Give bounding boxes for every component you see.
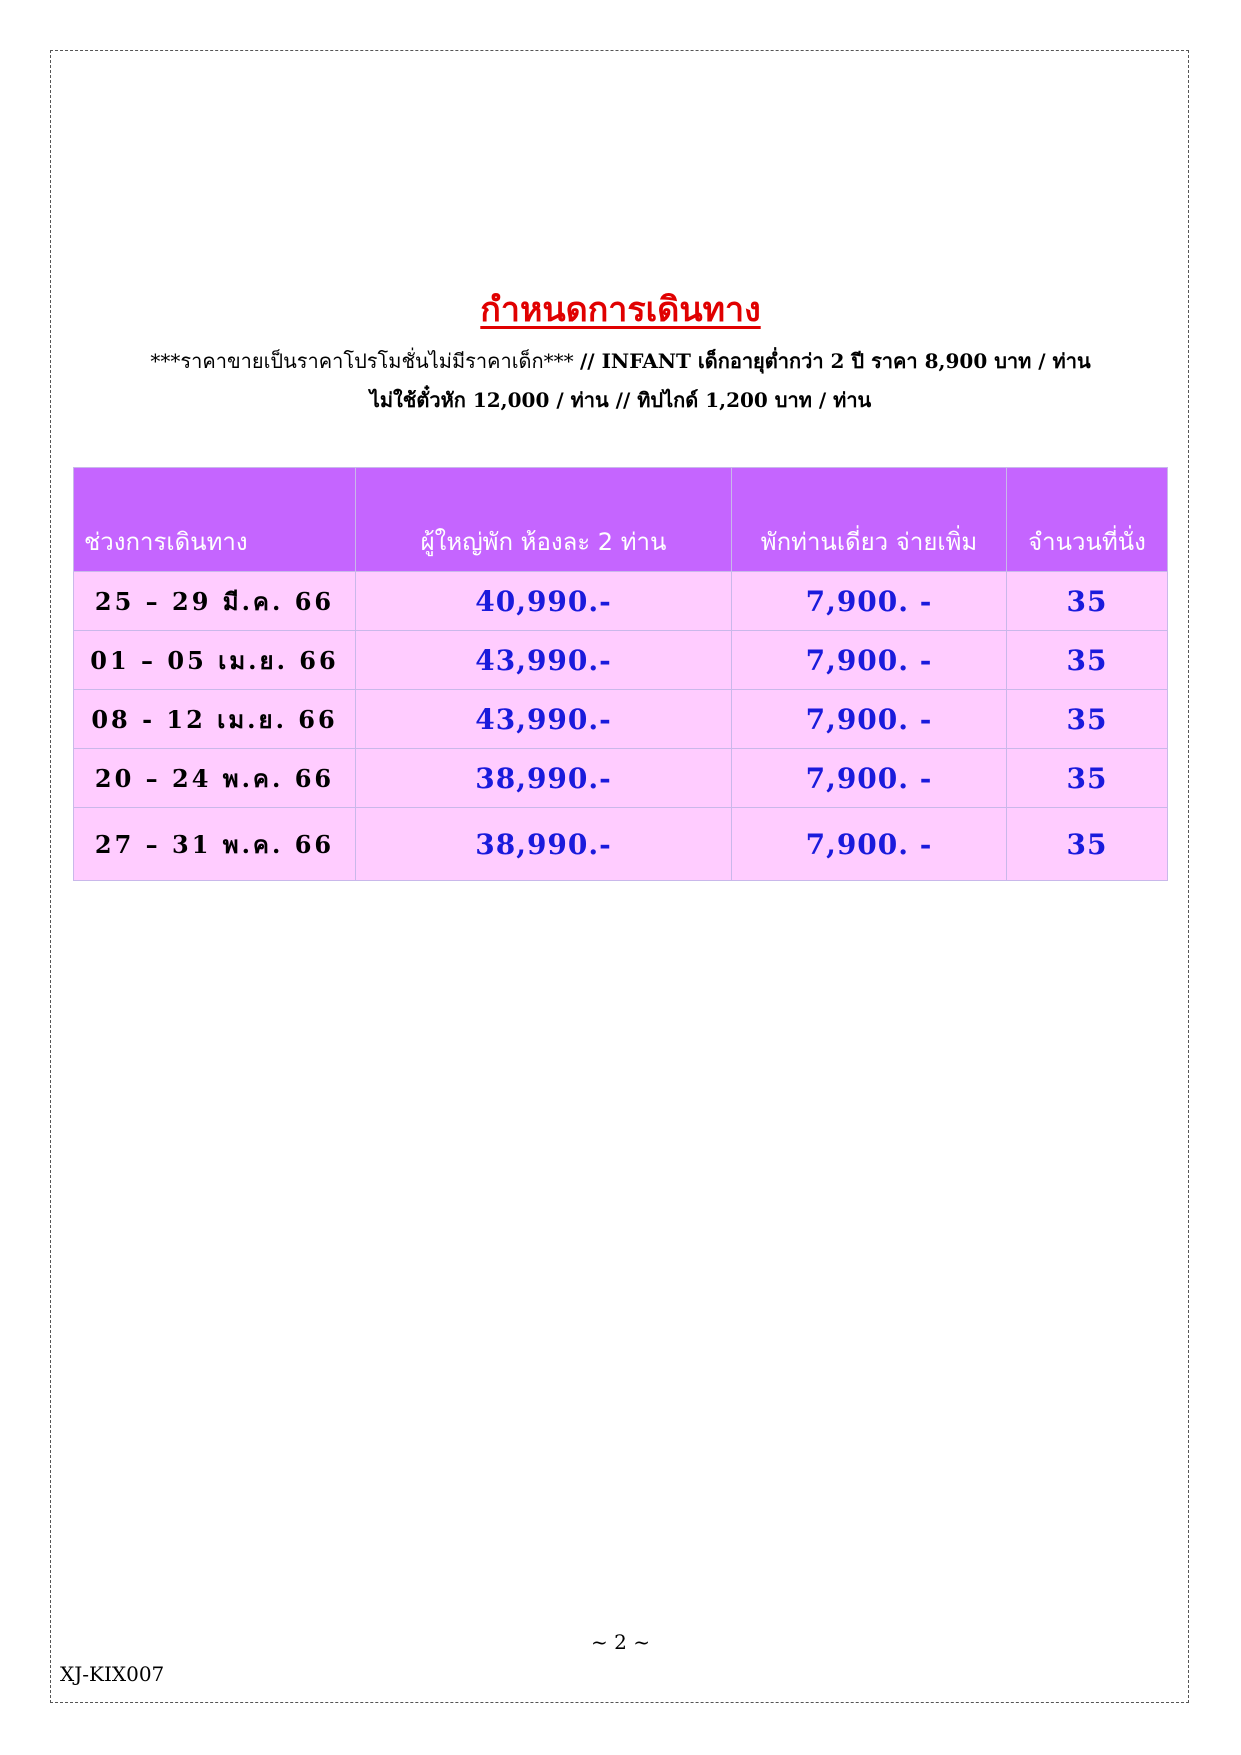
pricing-note-line-1 xyxy=(0,345,1241,377)
table-row xyxy=(74,572,1168,631)
header-single-supplement: พักท่านเดี่ยว จ่ายเพิ่ม xyxy=(732,468,1007,572)
single-supplement-cell: 7,900. - xyxy=(732,631,1007,690)
pricing-note-line-2: ไม่ใช้ตั๋วหัก 12,000 / ท่าน // ทิปไกด์ 1,200 บาท / ท่าน xyxy=(369,388,872,412)
period-cell: 20 – 24 พ.ค. 66 xyxy=(74,749,356,808)
seats-cell: 35 xyxy=(1007,572,1168,631)
seats-cell: 35 xyxy=(1007,631,1168,690)
adult-price-cell: 43,990.- xyxy=(356,690,732,749)
adult-price-cell: 43,990.- xyxy=(356,631,732,690)
seats-cell: 35 xyxy=(1007,749,1168,808)
adult-price-cell: 40,990.- xyxy=(356,572,732,631)
single-supplement-cell: 7,900. - xyxy=(732,572,1007,631)
adult-price-cell: 38,990.- xyxy=(356,808,732,881)
header-seats: จำนวนที่นั่ง xyxy=(1007,468,1168,572)
table-header-row xyxy=(74,468,1168,572)
promo-note: ***ราคาขายเป็นราคาโปรโมชั่นไม่มีราคาเด็ก*** xyxy=(150,349,574,373)
travel-schedule-table xyxy=(73,467,1168,881)
table-row xyxy=(74,631,1168,690)
period-cell: 27 – 31 พ.ค. 66 xyxy=(74,808,356,881)
page-number: ~ 2 ~ xyxy=(591,1630,650,1654)
infant-price-note: // INFANT เด็กอายุต่ำกว่า 2 ปี ราคา 8,900 บาท / ท่าน xyxy=(580,349,1091,373)
page-title xyxy=(0,282,1241,336)
table-row xyxy=(74,690,1168,749)
seats-cell: 35 xyxy=(1007,808,1168,881)
header-period: ช่วงการเดินทาง xyxy=(74,468,356,572)
period-cell: 25 – 29 มี.ค. 66 xyxy=(74,572,356,631)
adult-price-cell: 38,990.- xyxy=(356,749,732,808)
single-supplement-cell: 7,900. - xyxy=(732,808,1007,881)
single-supplement-cell: 7,900. - xyxy=(732,690,1007,749)
seats-cell: 35 xyxy=(1007,690,1168,749)
header-adult-price: ผู้ใหญ่พัก ห้องละ 2 ท่าน xyxy=(356,468,732,572)
document-code: XJ-KIX007 xyxy=(60,1662,165,1686)
table-row xyxy=(74,808,1168,881)
table-row xyxy=(74,749,1168,808)
page-title-text: กำหนดการเดินทาง xyxy=(480,290,761,330)
period-cell: 08 - 12 เม.ย. 66 xyxy=(74,690,356,749)
period-cell: 01 – 05 เม.ย. 66 xyxy=(74,631,356,690)
single-supplement-cell: 7,900. - xyxy=(732,749,1007,808)
